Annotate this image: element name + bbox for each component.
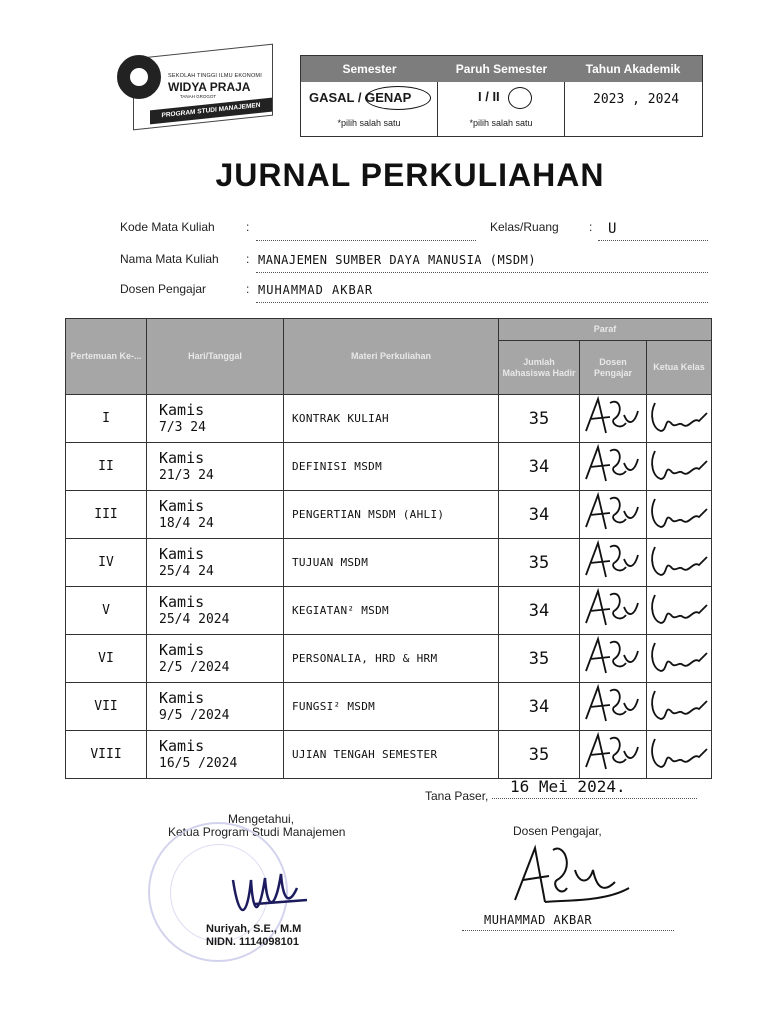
- jumlah-hadir: 35: [499, 539, 580, 587]
- pertemuan-number: III: [66, 491, 147, 539]
- materi-text: PENGERTIAN MSDM (AHLI): [284, 491, 499, 539]
- dosen-signature-icon: [505, 840, 635, 910]
- tahun-value: 2023 , 2024: [593, 92, 680, 107]
- dosen-paraf-icon: [580, 635, 642, 677]
- logo-program-label: PROGRAM STUDI MANAJEMEN: [161, 101, 261, 120]
- attendance-table: [65, 318, 712, 779]
- nama-underline: [256, 272, 708, 273]
- hari-text: Kamis: [159, 688, 205, 707]
- ketua-paraf-cell: [647, 491, 712, 539]
- dosen-pengajar-label: Dosen Pengajar,: [513, 824, 602, 838]
- hari-tanggal-cell: [147, 395, 284, 443]
- table-row: [66, 731, 712, 779]
- ketua-nidn: NIDN. 1114098101: [206, 936, 299, 948]
- dosen-paraf-cell: [580, 635, 647, 683]
- materi-text: KEGIATAN² MSDM: [284, 587, 499, 635]
- kode-underline: [256, 240, 476, 241]
- hari-text: Kamis: [159, 448, 205, 467]
- nama-colon: :: [246, 252, 250, 266]
- materi-text: TUJUAN MSDM: [284, 539, 499, 587]
- materi-text: UJIAN TENGAH SEMESTER: [284, 731, 499, 779]
- dosen-name-underline: [462, 930, 674, 931]
- dosen-paraf-cell: [580, 731, 647, 779]
- semester-note: *pilih salah satu: [337, 118, 401, 128]
- ketua-paraf-icon: [647, 539, 709, 581]
- nama-value: MANAJEMEN SUMBER DAYA MANUSIA (MSDM): [258, 253, 537, 267]
- place-label: Tana Paser,: [425, 789, 489, 803]
- dosen-label: Dosen Pengajar: [120, 282, 207, 296]
- dosen-paraf-icon: [580, 395, 642, 437]
- hari-text: Kamis: [159, 544, 205, 563]
- semester-box: [300, 55, 703, 137]
- paruh-cell: [438, 82, 565, 136]
- hari-text: Kamis: [159, 640, 205, 659]
- ketua-paraf-icon: [647, 443, 709, 485]
- header-ketua: Ketua Kelas: [647, 341, 712, 395]
- pertemuan-number: V: [66, 587, 147, 635]
- place-date-underline: [492, 798, 697, 799]
- table-row: [66, 683, 712, 731]
- kode-colon: :: [246, 220, 250, 234]
- jumlah-hadir: 35: [499, 395, 580, 443]
- selected-circle: [365, 86, 431, 110]
- dosen-paraf-cell: [580, 539, 647, 587]
- tanggal-text: 7/3 24: [159, 419, 206, 435]
- page-title: JURNAL PERKULIAHAN: [215, 157, 605, 193]
- semester-header-label: Semester: [342, 62, 397, 76]
- ketua-paraf-icon: [647, 395, 709, 437]
- ketua-signature-icon: [225, 860, 315, 930]
- header-dosen: Dosen Pengajar: [580, 341, 647, 395]
- hari-text: Kamis: [159, 400, 205, 419]
- kelas-value: U: [608, 221, 617, 237]
- dosen-paraf-icon: [580, 443, 642, 485]
- dosen-paraf-cell: [580, 443, 647, 491]
- jumlah-hadir: 35: [499, 635, 580, 683]
- materi-text: FUNGSI² MSDM: [284, 683, 499, 731]
- dosen-paraf-icon: [580, 491, 642, 533]
- table-row: [66, 443, 712, 491]
- ketua-paraf-icon: [647, 731, 709, 773]
- pertemuan-number: VII: [66, 683, 147, 731]
- ketua-paraf-cell: [647, 683, 712, 731]
- hari-tanggal-cell: [147, 683, 284, 731]
- tahun-cell: [565, 82, 702, 136]
- paruh-options: I / II: [478, 89, 500, 104]
- ketua-paraf-cell: [647, 731, 712, 779]
- ketua-paraf-icon: [647, 683, 709, 725]
- ketua-paraf-cell: [647, 443, 712, 491]
- nama-label: Nama Mata Kuliah: [120, 252, 219, 266]
- pertemuan-number: IV: [66, 539, 147, 587]
- header-paraf: Paraf: [499, 319, 712, 341]
- dosen-underline: [256, 302, 708, 303]
- ketua-paraf-cell: [647, 395, 712, 443]
- jumlah-hadir: 34: [499, 683, 580, 731]
- tanggal-text: 25/4 2024: [159, 611, 230, 627]
- header-hari: Hari/Tanggal: [147, 319, 284, 395]
- ketua-name: Nuriyah, S.E., M.M: [206, 923, 302, 935]
- tanggal-text: 18/4 24: [159, 515, 214, 531]
- dosen-paraf-icon: [580, 587, 642, 629]
- tahun-header-label: Tahun Akademik: [585, 62, 681, 76]
- hari-tanggal-cell: [147, 539, 284, 587]
- logo-name: WIDYA PRAJA: [168, 80, 251, 94]
- tanggal-text: 25/4 24: [159, 563, 214, 579]
- jumlah-hadir: 34: [499, 491, 580, 539]
- dosen-paraf-icon: [580, 731, 642, 773]
- paruh-header-label: Paruh Semester: [455, 62, 548, 76]
- ketua-paraf-cell: [647, 539, 712, 587]
- table-body: [66, 395, 712, 779]
- semester-options: GASAL / GENAP: [309, 90, 412, 105]
- dosen-paraf-cell: [580, 491, 647, 539]
- ketua-paraf-icon: [647, 587, 709, 629]
- tanggal-text: 2/5 /2024: [159, 659, 230, 675]
- semester-cell: [301, 82, 438, 136]
- pertemuan-number: I: [66, 395, 147, 443]
- institution-seal-icon: [117, 55, 161, 99]
- ketua-paraf-icon: [647, 491, 709, 533]
- kelas-label: Kelas/Ruang: [490, 220, 559, 234]
- kelas-colon: :: [589, 220, 593, 234]
- hari-text: Kamis: [159, 592, 205, 611]
- dosen-name: MUHAMMAD AKBAR: [484, 913, 593, 927]
- ketua-paraf-cell: [647, 587, 712, 635]
- tanggal-text: 9/5 /2024: [159, 707, 230, 723]
- header-jumlah: Jumlah Mahasiswa Hadir: [499, 341, 580, 395]
- header-materi: Materi Perkuliahan: [284, 319, 499, 395]
- semester-header: [301, 56, 702, 82]
- hari-tanggal-cell: [147, 635, 284, 683]
- table-row: [66, 539, 712, 587]
- dosen-paraf-cell: [580, 587, 647, 635]
- jumlah-hadir: 35: [499, 731, 580, 779]
- dosen-paraf-icon: [580, 683, 642, 725]
- hari-tanggal-cell: [147, 491, 284, 539]
- table-row: [66, 491, 712, 539]
- materi-text: DEFINISI MSDM: [284, 443, 499, 491]
- paruh-note: *pilih salah satu: [469, 118, 533, 128]
- dosen-paraf-cell: [580, 395, 647, 443]
- logo-location: TANAH GROGOT: [180, 94, 217, 99]
- tanggal-text: 21/3 24: [159, 467, 214, 483]
- table-row: [66, 635, 712, 683]
- dosen-paraf-cell: [580, 683, 647, 731]
- paruh-selected-circle: [508, 87, 532, 109]
- materi-text: PERSONALIA, HRD & HRM: [284, 635, 499, 683]
- hari-tanggal-cell: [147, 731, 284, 779]
- materi-text: KONTRAK KULIAH: [284, 395, 499, 443]
- table-row: [66, 587, 712, 635]
- kode-label: Kode Mata Kuliah: [120, 220, 215, 234]
- ketua-paraf-cell: [647, 635, 712, 683]
- dosen-value: MUHAMMAD AKBAR: [258, 283, 374, 297]
- tanggal-text: 16/5 /2024: [159, 755, 238, 771]
- header-pertemuan: Pertemuan Ke-...: [66, 319, 147, 395]
- pertemuan-number: II: [66, 443, 147, 491]
- dosen-colon: :: [246, 282, 250, 296]
- table-row: [66, 395, 712, 443]
- hari-text: Kamis: [159, 496, 205, 515]
- hari-tanggal-cell: [147, 443, 284, 491]
- jumlah-hadir: 34: [499, 443, 580, 491]
- pertemuan-number: VIII: [66, 731, 147, 779]
- pertemuan-number: VI: [66, 635, 147, 683]
- hari-text: Kamis: [159, 736, 205, 755]
- ketua-title: Ketua Program Studi Manajemen: [168, 825, 346, 839]
- logo-subtitle: SEKOLAH TINGGI ILMU EKONOMI: [168, 73, 262, 79]
- hari-tanggal-cell: [147, 587, 284, 635]
- ketua-paraf-icon: [647, 635, 709, 677]
- dosen-paraf-icon: [580, 539, 642, 581]
- mengetahui-label: Mengetahui,: [228, 812, 295, 826]
- kelas-underline: [598, 240, 708, 241]
- place-date: 16 Mei 2024.: [510, 777, 626, 796]
- jumlah-hadir: 34: [499, 587, 580, 635]
